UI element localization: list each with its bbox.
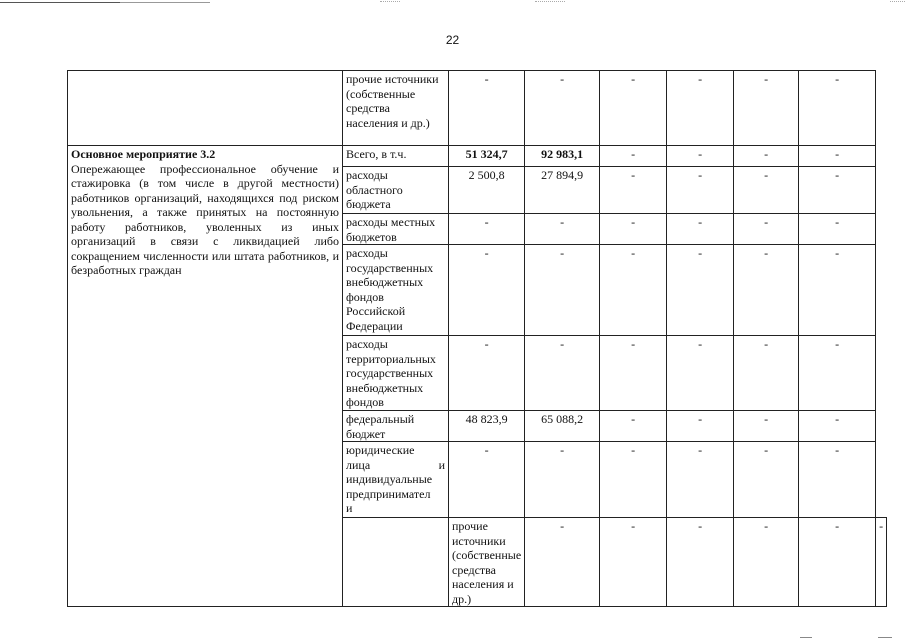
value-cell: 48 823,9 — [449, 411, 525, 442]
scan-edge-line — [0, 2, 120, 3]
value-cell: - — [600, 442, 667, 518]
scan-artifact — [380, 1, 400, 2]
value-cell: - — [667, 336, 734, 411]
scan-edge-line — [120, 2, 210, 3]
value-cell: 65 088,2 — [525, 411, 600, 442]
value-cell: - — [600, 146, 667, 167]
value-cell: - — [799, 71, 876, 146]
value-cell: - — [525, 214, 600, 245]
value-cell: - — [667, 411, 734, 442]
value-cell: - — [734, 167, 799, 214]
measure-description: Опережающее профессиональное обучение и стажировка (в том числе в другой местности) работников организаций, находящихся под риском увольнения, а также принятых на постоянную работу работников, уволенных из иных организаций в связи с ликвидацией либо сокращением численности или штата работников, и безработных граждан — [71, 161, 339, 277]
scan-artifact — [890, 1, 905, 2]
source-cell: прочие источники (собственные средства населения и др.) — [449, 518, 525, 607]
financing-table — [67, 70, 887, 607]
value-cell: - — [799, 336, 876, 411]
source-line: юридические — [346, 443, 415, 457]
value-cell: - — [667, 518, 734, 607]
value-cell: - — [667, 442, 734, 518]
value-cell: - — [600, 518, 667, 607]
source-cell: расходы областного бюджета — [343, 167, 449, 214]
value-cell: - — [799, 245, 876, 336]
value-cell: - — [799, 442, 876, 518]
source-cell: прочие источники (собственные средства населения и др.) — [343, 71, 449, 146]
page-number: 22 — [445, 33, 460, 47]
value-cell: - — [799, 146, 876, 167]
measure-cell — [68, 146, 343, 607]
empty-cell — [343, 518, 449, 607]
value-cell: - — [525, 245, 600, 336]
source-cell: расходы территориальных государственных внебюджетных фондов — [343, 336, 449, 411]
table-row — [68, 146, 887, 167]
value-cell: - — [799, 167, 876, 214]
value-cell: - — [734, 518, 799, 607]
value-cell: - — [667, 214, 734, 245]
source-word: лица — [346, 457, 371, 472]
empty-cell — [68, 71, 343, 146]
source-cell: расходы местных бюджетов — [343, 214, 449, 245]
value-cell: - — [799, 518, 876, 607]
value-cell: - — [449, 245, 525, 336]
value-cell: - — [734, 146, 799, 167]
value-cell: - — [449, 442, 525, 518]
value-cell: - — [667, 146, 734, 167]
value-cell: - — [734, 245, 799, 336]
source-line: предпринимател — [346, 486, 431, 501]
value-cell: - — [667, 245, 734, 336]
value-cell: 51 324,7 — [449, 146, 525, 167]
value-cell: - — [600, 336, 667, 411]
source-cell: расходы государственных внебюджетных фондов Российской Федерации — [343, 245, 449, 336]
value-cell: - — [525, 71, 600, 146]
value-cell: - — [734, 336, 799, 411]
source-cell — [343, 442, 449, 518]
value-cell: - — [734, 71, 799, 146]
measure-title: Основное мероприятие 3.2 — [71, 147, 216, 161]
value-cell: 2 500,8 — [449, 167, 525, 214]
value-cell: - — [525, 336, 600, 411]
value-cell: - — [876, 518, 887, 607]
value-cell: - — [525, 518, 600, 607]
value-cell: - — [449, 71, 525, 146]
value-cell: - — [667, 71, 734, 146]
value-cell: - — [600, 411, 667, 442]
value-cell: - — [799, 214, 876, 245]
value-cell: - — [449, 214, 525, 245]
value-cell: - — [600, 214, 667, 245]
source-word: и — [438, 457, 445, 472]
source-line: и — [346, 501, 353, 515]
value-cell: - — [600, 245, 667, 336]
scan-artifact — [535, 1, 565, 2]
value-cell: - — [449, 336, 525, 411]
value-cell: 92 983,1 — [525, 146, 600, 167]
source-cell: Всего, в т.ч. — [343, 146, 449, 167]
source-cell: федеральный бюджет — [343, 411, 449, 442]
scan-artifact — [800, 637, 812, 638]
value-cell: - — [600, 71, 667, 146]
value-cell: - — [600, 167, 667, 214]
source-line: индивидуальные — [346, 472, 433, 486]
value-cell: - — [799, 411, 876, 442]
value-cell: - — [734, 442, 799, 518]
value-cell: - — [734, 214, 799, 245]
value-cell: - — [734, 411, 799, 442]
value-cell: - — [525, 442, 600, 518]
scan-artifact — [878, 637, 892, 638]
value-cell: - — [667, 167, 734, 214]
value-cell: 27 894,9 — [525, 167, 600, 214]
table-row — [68, 71, 887, 146]
source-line-justified — [346, 458, 445, 473]
